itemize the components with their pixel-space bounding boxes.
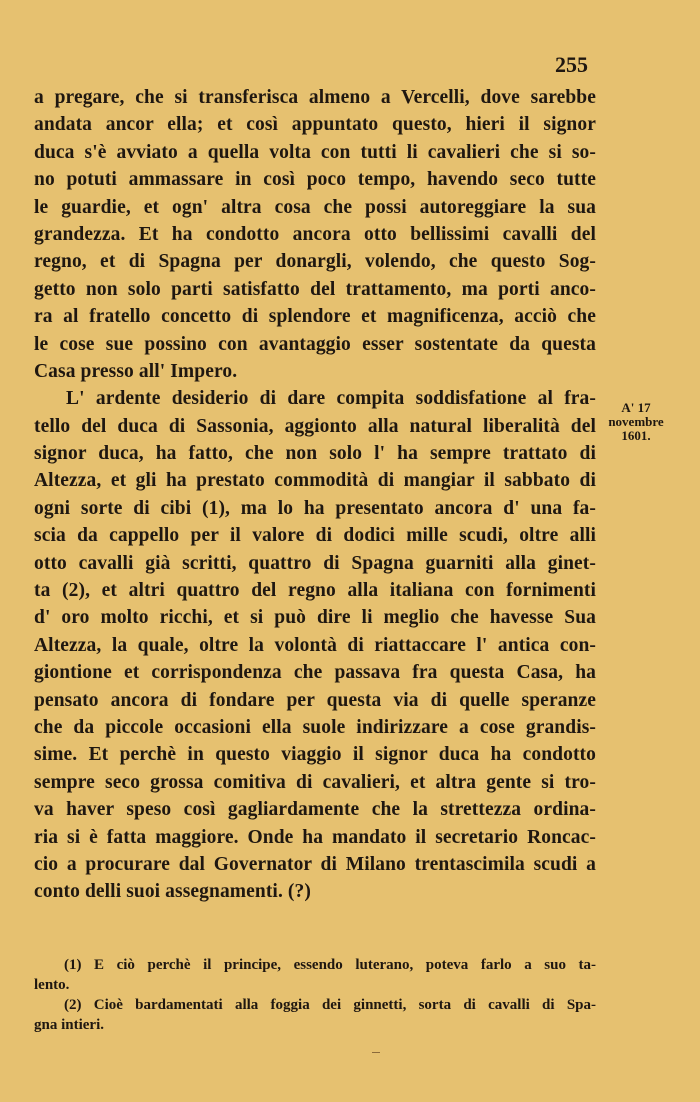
text-line: le cose sue possino con avantaggio esser sostentate da questa: [34, 333, 596, 355]
text-line: signor duca, ha fatto, che non solo l' ha sempre trattato di: [34, 443, 596, 465]
text-line: andata ancor ella; et così appuntato questo, hieri il signor: [34, 114, 596, 136]
text-line: Altezza, et gli ha prestato commodità di mangiar il sabbato di: [34, 470, 596, 492]
text-line: ra al fratello concetto di splendore et magnificenza, acciò che: [34, 306, 596, 328]
margin-note-line: A' 17: [621, 400, 651, 415]
text-line: va haver speso così gagliardamente che la strettezza ordina-: [34, 799, 596, 821]
text-line: giontione et corrispondenza che passava fra questa Casa, ha: [34, 662, 596, 684]
text-line: no potuti ammassare in così poco tempo, havendo seco tutte: [34, 169, 596, 191]
text-line: getto non solo parti satisfatto del trattamento, ma porti anco-: [34, 278, 596, 300]
text-line: regno, et di Spagna per donargli, volendo, che questo Sog-: [34, 251, 596, 273]
text-line: otto cavalli già scritti, quattro di Spagna guarniti alla ginet-: [34, 552, 596, 574]
footnote-line: (2) Cioè bardamentati alla foggia dei ginnetti, sorta di cavalli di Spa-: [64, 997, 596, 1013]
text-line: d' oro molto ricchi, et si può dire li meglio che havesse Sua: [34, 607, 596, 629]
text-line: sime. Et perchè in questo viaggio il signor duca ha condotto: [34, 744, 596, 766]
text-line: scia da cappello per il valore di dodici mille scudi, oltre alli: [34, 525, 596, 547]
footnote-line: gna intieri.: [34, 1017, 104, 1033]
page-mark: [372, 1052, 380, 1053]
footnote-line: lento.: [34, 977, 70, 993]
footnote-line: (1) E ciò perchè il principe, essendo luterano, poteva farlo a suo ta-: [64, 957, 596, 973]
text-line: ogni sorte di cibi (1), ma lo ha presentato ancora d' una fa-: [34, 497, 596, 519]
text-line: ta (2), et altri quattro del regno alla italiana con fornimenti: [34, 580, 596, 602]
text-line: duca s'è avviato a quella volta con tutti li cavalieri che si so-: [34, 141, 596, 163]
text-line: tello del duca di Sassonia, aggionto alla natural liberalità del: [34, 415, 596, 437]
text-line: che da piccole occasioni ella suole indirizzare a cose grandis-: [34, 716, 596, 738]
margin-note-line: novembre: [608, 414, 664, 429]
text-line: a pregare, che si transferisca almeno a Vercelli, dove sarebbe: [34, 87, 596, 108]
page-number: 255: [555, 52, 588, 77]
text-line: Casa presso all' Impero.: [34, 360, 238, 382]
margin-note-date: [603, 401, 669, 443]
text-line: sempre seco grossa comitiva di cavalieri, et altra gente si tro-: [34, 771, 596, 793]
text-line: cio a procurare dal Governator di Milano trentascimila scudi a: [34, 853, 596, 875]
text-line: ria si è fatta maggiore. Onde ha mandato il secretario Roncac-: [34, 826, 596, 848]
text-line: L' ardente desiderio di dare compita soddisfatione al fra-: [66, 388, 596, 410]
text-line: le guardie, et ogn' altra cosa che possi autoreggiare la sua: [34, 196, 596, 218]
text-line: Altezza, la quale, oltre la volontà di riattaccare l' antica con-: [34, 634, 596, 656]
body-text: [34, 84, 596, 906]
text-line: grandezza. Et ha condotto ancora otto bellissimi cavalli del: [34, 223, 596, 245]
margin-note-line: 1601.: [621, 428, 651, 443]
text-line: conto delli suoi assegnamenti. (?): [34, 881, 311, 903]
footnotes: [34, 955, 596, 1035]
text-line: pensato ancora di fondare per questa via di quelle speranze: [34, 689, 596, 711]
